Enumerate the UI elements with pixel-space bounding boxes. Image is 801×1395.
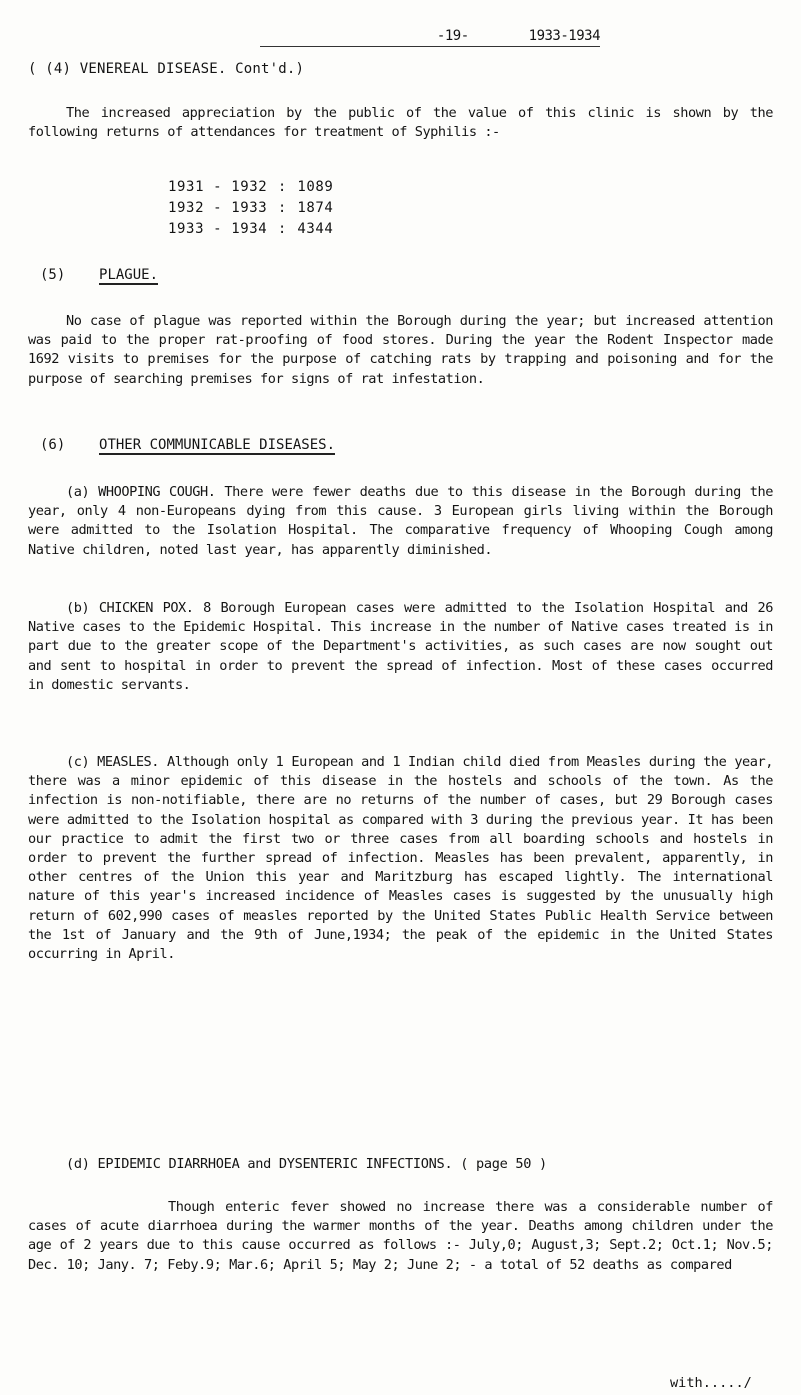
diarrhoea-heading: (d) EPIDEMIC DIARRHOEA and DYSENTERIC INFECTIONS. ( page 50 )	[66, 1156, 547, 1172]
continued-marker: with...../	[670, 1375, 752, 1391]
page-header	[260, 8, 600, 47]
measles-paragraph: (c) MEASLES. Although only 1 European and 1 Indian child died from Measles during the year, there was a minor epidemic of this disease in the hostels and schools of the town. As the infection is non-notifiable, there are no returns of the number of cases, but 29 Borough cases were admitted to the Isolation hospital as compared with 3 during the previous year. It has been our practice to admit the first two or three cases from all boarding schools and hostels in order to prevent the further spread of infection. Measles has been prevalent, apparently, in other centres of the Union this year and Maritzburg has escaped lightly. The international nature of this year's increased incidence of Measles cases is suggested by the unusually high return of 602,990 cases of measles reported by the United States Public Health Service between the 1st of January and the 9th of June,1934; the peak of the epidemic in the United States occurring in April.	[28, 754, 773, 963]
syphilis-row: 1931 - 1932 : 1089	[168, 179, 334, 195]
section-continued-heading: ( (4) VENEREAL DISEASE. Cont'd.)	[28, 61, 305, 77]
chicken-pox-paragraph: (b) CHICKEN POX. 8 Borough European cases were admitted to the Isolation Hospital and 26 Native cases to the Epidemic Hospital. This increase in the number of Native cases treated is in part due to the greater scope of the Department's activities, as such cases are now sought out and sent to hospital in order to prevent the spread of infection. Most of these cases occurred in domestic servants.	[28, 600, 773, 693]
plague-heading: (5) PLAGUE.	[40, 267, 159, 283]
syphilis-paragraph: The increased appreciation by the public of the value of this clinic is shown by the following returns of attendances for treatment of Syphilis :-	[28, 105, 773, 141]
page-number: -19-	[436, 28, 469, 44]
whooping-cough-paragraph: (a) WHOOPING COUGH. There were fewer deaths due to this disease in the Borough during the year, only 4 non-Europeans dying from this cause. 3 European girls living within the Borough were admitted to the Isolation Hospital. The comparative frequency of Whooping Cough among Native children, noted last year, has apparently diminished.	[28, 484, 773, 558]
year-range: 1933-1934	[528, 28, 600, 44]
syphilis-row: 1933 - 1934 : 4344	[168, 221, 334, 237]
plague-title: PLAGUE.	[99, 267, 159, 283]
other-diseases-title: OTHER COMMUNICABLE DISEASES.	[99, 437, 336, 453]
diarrhoea-paragraph: Though enteric fever showed no increase there was a considerable number of cases of acute diarrhoea during the warmer months of the year. Deaths among children under the age of 2 years due to this cause occurred as follows :- July,0; August,3; Sept.2; Oct.1; Nov.5; Dec. 10; Jany. 7; Feby.9; Mar.6; April 5; May 2; June 2; - a total of 52 deaths as compared	[28, 1199, 773, 1273]
plague-paragraph: No case of plague was reported within the Borough during the year; but increased attention was paid to the proper rat-proofing of food stores. During the year the Rodent Inspector made 1692 visits to premises for the purpose of catching rats by trapping and poisoning and for the purpose of searching premises for signs of rat infestation.	[28, 313, 773, 387]
other-diseases-heading: (6) OTHER COMMUNICABLE DISEASES.	[40, 437, 336, 453]
syphilis-row: 1932 - 1933 : 1874	[168, 200, 334, 216]
